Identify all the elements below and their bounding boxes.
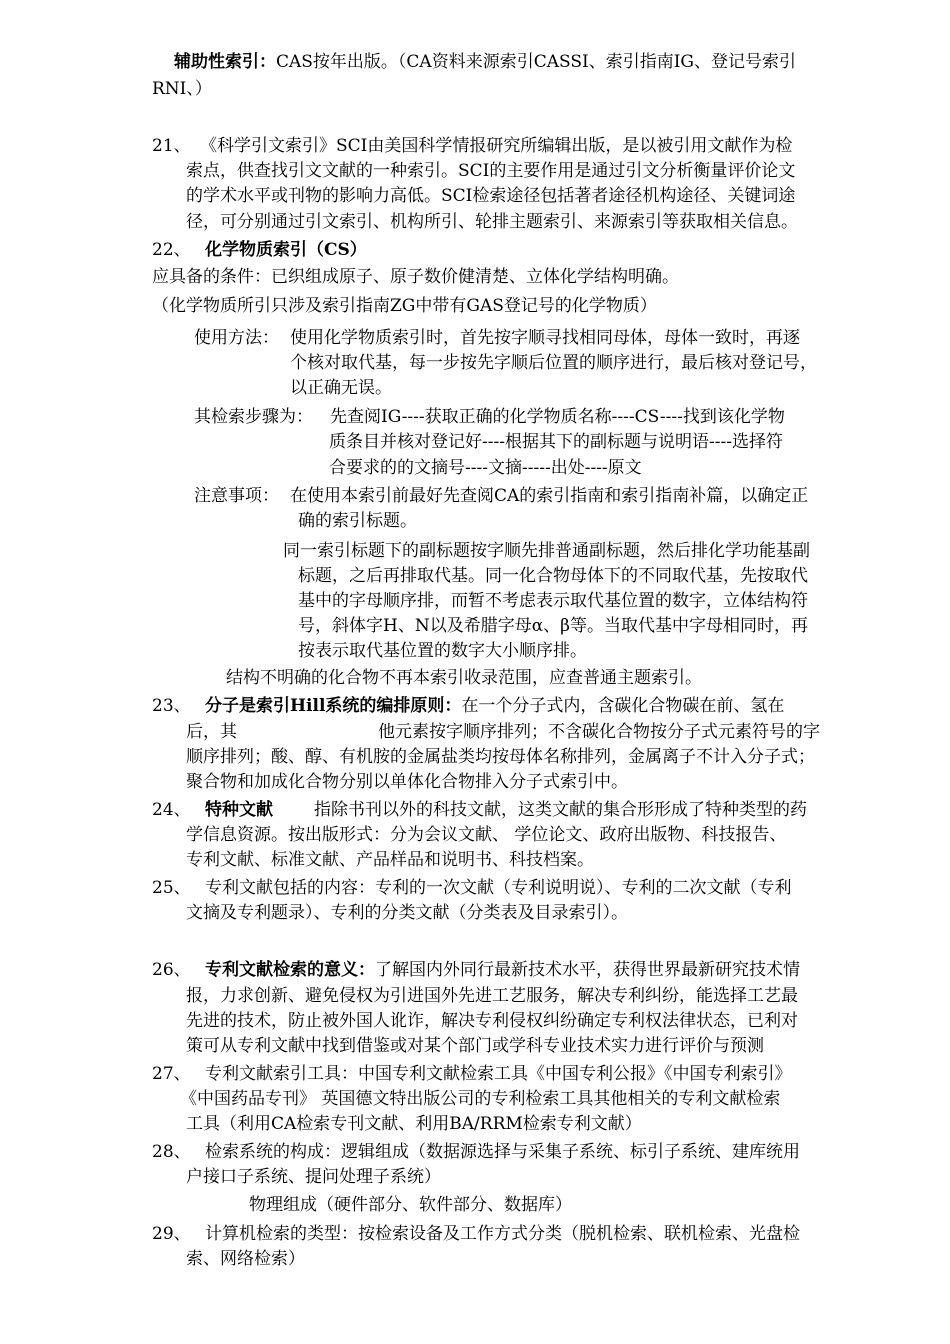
item-27-line-3: 工具（利用CA检索专刊文献、利用BA/RRM检索专利文献） [186, 1114, 642, 1134]
item-29-number: 29、 [152, 1224, 191, 1244]
aux-index-label: 辅助性索引： [174, 52, 276, 72]
item-23-line-2a: 后，其 [186, 722, 237, 742]
item-25-line-2: 文摘及专利题录）、专利的分类文献（分类表及目录索引）。 [186, 903, 628, 923]
item-23-line-4: 聚合物和加成化合物分别以单体化合物排入分子式索引中。 [186, 772, 628, 792]
item-26-line-4: 策可从专利文献中找到借鉴或对某个部门或学科专业技术实力进行评价与预测 [186, 1036, 764, 1056]
item-28-number: 28、 [152, 1142, 191, 1162]
subhead-line-3: 基中的字母顺序排，而暂不考虑表示取代基位置的数字，立体结构符 [298, 591, 808, 611]
usage-line-1: 使用化学物质索引时，首先按字顺寻找相同母体，母体一致时，再逐 [290, 328, 800, 348]
subhead-line-2: 标题，之后再排取代基。同一化合物母体下的不同取代基，先按取代 [298, 566, 808, 586]
item-24-number: 24、 [152, 800, 191, 820]
item-23-line-3: 顺序排列；酸、醇、有机胺的金属盐类均按母体名称排列，金属离子不计入分子式； [186, 747, 815, 767]
item-26-title: 专利文献检索的意义： [205, 960, 375, 980]
caution-line-1: 在使用本索引前最好先查阅CA的索引指南和索引指南补篇，以确定正 [290, 486, 809, 506]
steps-label: 其检索步骤为： [194, 407, 313, 427]
item-25-line-1: 专利文献包括的内容：专利的一次文献（专利说明说）、专利的二次文献（专利 [205, 878, 792, 898]
item-29-line-1: 计算机检索的类型：按检索设备及工作方式分类（脱机检索、联机检索、光盘检 [205, 1224, 800, 1244]
item-23-title: 分子是索引Hill系统的编排原则： [205, 696, 462, 716]
item-28-line-3: 物理组成（硬件部分、软件部分、数据库） [249, 1195, 572, 1215]
item-26-line-1-text: 了解国内外同行最新技术水平，获得世界最新研究技术情 [375, 960, 800, 980]
item-21-number: 21、 [152, 136, 191, 156]
item-23-line-2b: 他元素按字顺序排列；不含碳化合物按分子式元素符号的字 [378, 722, 820, 742]
subhead-line-1: 同一索引标题下的副标题按字顺先排普通副标题，然后排化学功能基副 [283, 541, 810, 561]
item-27-number: 27、 [152, 1064, 191, 1084]
item-24-title: 特种文献 [205, 800, 273, 820]
item-21-line-4: 径，可分别通过引文索引、机构所引、轮排主题索引、来源索引等获取相关信息。 [186, 212, 798, 232]
item-22-title: 化学物质索引（CS） [205, 240, 367, 260]
item-26-line-1 [205, 958, 800, 982]
item-26-line-2: 报，力求创新、避免侵权为引进国外先进工艺服务，解决专利纠纷，能选择工艺最 [186, 986, 798, 1006]
steps-line-3: 合要求的的文摘号----文摘-----出处----原文 [329, 458, 642, 478]
usage-line-2: 个核对取代基，每一步按先字顺后位置的顺序进行，最后核对登记号， [290, 353, 817, 373]
item-22-conditions: 应具备的条件：已织组成原子、原子数价健清楚、立体化学结构明确。 [152, 267, 679, 287]
usage-label: 使用方法： [194, 328, 279, 348]
item-24-line-2: 学信息资源。按出版形式：分为会议文献、 学位论文、政府出版物、科技报告、 [186, 825, 787, 845]
item-28-line-2: 户接口子系统、提问处理子系统） [186, 1167, 441, 1187]
aux-index-text: CAS按年出版。（CA资料来源索引CASSI、索引指南IG、登记号索引 [276, 52, 797, 72]
aux-index-line-1 [174, 50, 796, 74]
steps-line-1: 先查阅IG----获取正确的化学物质名称----CS----找到该化学物 [330, 407, 785, 427]
item-21-line-1: 《科学引文索引》SCI由美国科学情报研究所编辑出版，是以被引用文献作为检 [200, 136, 793, 156]
caution-line-2: 确的索引标题。 [298, 511, 417, 531]
item-24-line-3: 专利文献、标准文献、产品样品和说明书、科技档案。 [186, 850, 594, 870]
caution-label: 注意事项： [194, 486, 279, 506]
subhead-line-4: 号，斜体字H、N以及希腊字母α、β等。当取代基中字母相同时，再 [298, 616, 809, 636]
item-27-line-2: 《中国药品专刊》 英国德文特出版公司的专利检索工具其他相关的专利文献检索 [180, 1089, 781, 1109]
item-27-line-1: 专利文献索引工具：中国专利文献检索工具《中国专利公报》《中国专利索引》 [205, 1064, 792, 1084]
item-23-line-1 [205, 694, 784, 718]
item-23-number: 23、 [152, 696, 191, 716]
item-21-line-2: 索点，供查找引文文献的一种索引。SCI的主要作用是通过引文分析衡量评价论文 [186, 161, 796, 181]
aux-index-line-2: RNI、） [152, 79, 212, 99]
unclear-structure-note: 结构不明确的化合物不再本索引收录范围，应查普通主题索引。 [226, 668, 702, 688]
steps-line-2: 质条目并核对登记好----根据其下的副标题与说明语----选择符 [329, 432, 783, 452]
item-29-line-2: 索、网络检索） [186, 1249, 305, 1269]
item-22-note: （化学物质所引只涉及索引指南ZG中带有GAS登记号的化学物质） [152, 296, 657, 316]
item-28-line-1: 检索系统的构成：逻辑组成（数据源选择与采集子系统、标引子系统、建库统用 [205, 1142, 800, 1162]
item-26-line-3: 先进的技术，防止被外国人讹诈，解决专利侵权纠纷确定专利权法律状态，已利对 [186, 1011, 798, 1031]
item-22-number: 22、 [152, 240, 191, 260]
item-23-line-1-text: 在一个分子式内，含碳化合物碳在前、氢在 [461, 696, 785, 716]
usage-line-3: 以正确无误。 [290, 378, 392, 398]
item-25-number: 25、 [152, 878, 191, 898]
item-26-number: 26、 [152, 960, 191, 980]
item-21-line-3: 的学术水平或刊物的影响力高低。SCI检索途径包括著者途径机构途径、关键词途 [186, 186, 796, 206]
item-24-line-1: 指除书刊以外的科技文献，这类文献的集合形形成了特种类型的药 [314, 800, 807, 820]
subhead-line-5: 按表示取代基位置的数字大小顺序排。 [298, 641, 587, 661]
